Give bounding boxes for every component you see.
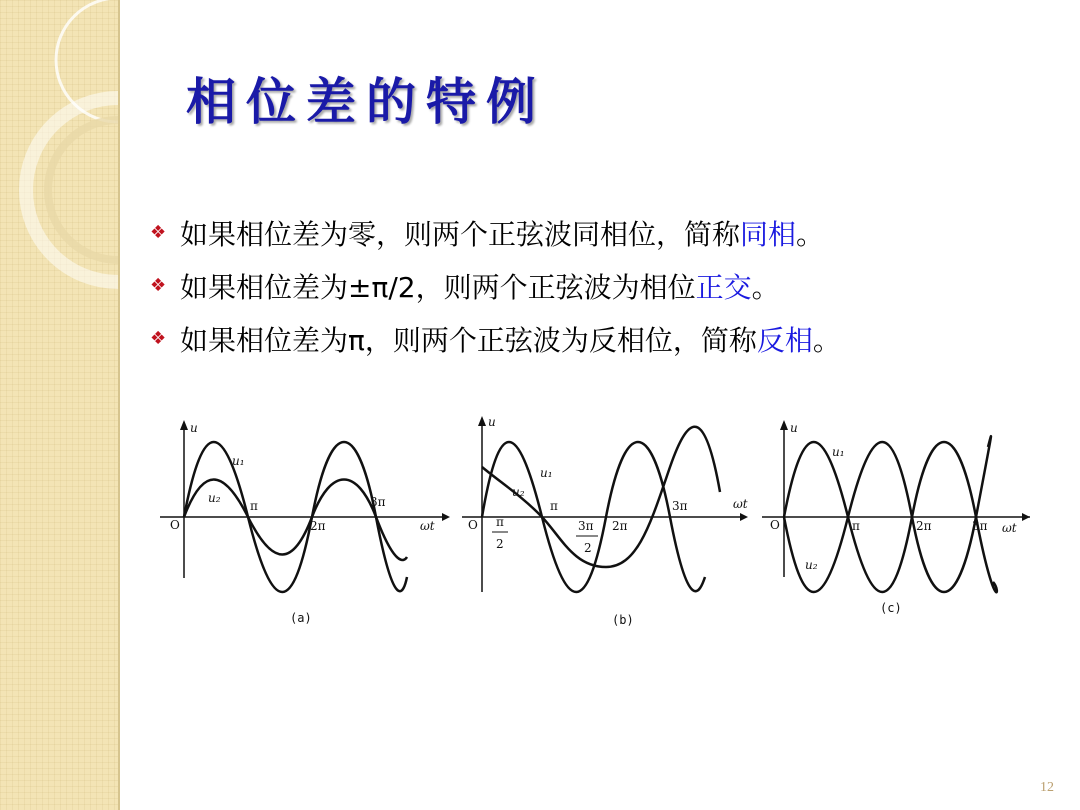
diamond-bullet-icon: ❖: [150, 275, 167, 296]
y-axis-arrow-icon: [180, 420, 188, 430]
diamond-bullet-icon: ❖: [150, 222, 167, 243]
phase-diagrams: [150, 412, 1040, 634]
bullet-anti-phase: [150, 312, 841, 365]
page-number: 12: [1040, 780, 1054, 795]
ring-2: [26, 98, 118, 282]
figure-c: [762, 420, 1030, 615]
bullet-text: 如果相位差为零，则两个正弦波同相位，简称: [180, 217, 741, 251]
bullet-highlight: 同相: [740, 217, 797, 251]
u1-label: u₁: [232, 454, 245, 468]
pi-half-denominator: 2: [496, 537, 504, 551]
caption-b: (b): [612, 613, 634, 627]
two-pi-tick: 2π: [310, 519, 326, 533]
origin-label: O: [468, 518, 478, 532]
three-pi-tick: 3π: [972, 519, 988, 533]
caption-a: (a): [290, 611, 312, 625]
bullet-text: 如果相位差为±π/2，则两个正弦波为相位: [180, 270, 696, 304]
u1-label: u₁: [832, 445, 845, 459]
origin-label: O: [170, 518, 180, 532]
bullet-highlight: 正交: [695, 270, 752, 304]
u1-label: u₁: [540, 466, 553, 480]
x-label: ωt: [1002, 521, 1017, 535]
three-pi-tick: 3π: [672, 499, 688, 513]
ring-3: [48, 120, 118, 260]
bullet-suffix: 。: [751, 270, 780, 304]
bullet-suffix: 。: [812, 323, 841, 357]
pi-tick: π: [250, 499, 258, 513]
y-axis-arrow-icon: [780, 420, 788, 430]
bullet-quadrature: [150, 259, 841, 312]
bullet-list: [150, 206, 841, 365]
caption-c: (c): [880, 601, 902, 615]
x-axis-arrow-icon: [740, 513, 748, 521]
y-label: u: [190, 421, 198, 435]
figure-b: [462, 415, 748, 627]
pi-tick: π: [550, 499, 558, 513]
pi-tick: π: [852, 519, 860, 533]
origin-label: O: [770, 518, 780, 532]
two-pi-tick: 2π: [916, 519, 932, 533]
u2-label: u₂: [208, 491, 221, 505]
slide-title: 相位差的特例: [186, 72, 546, 131]
pi-half-numerator: π: [496, 515, 504, 529]
bullet-suffix: 。: [796, 217, 825, 251]
bullet-in-phase: [150, 206, 841, 259]
x-axis-arrow-icon: [442, 513, 450, 521]
bullet-text: 如果相位差为π，则两个正弦波为反相位，简称: [180, 323, 757, 357]
x-axis-arrow-icon: [1022, 513, 1030, 521]
bullet-highlight: 反相: [756, 323, 813, 357]
y-axis-arrow-icon: [478, 416, 486, 426]
two-pi-tick: 2π: [612, 519, 628, 533]
decorative-sidebar: [0, 0, 120, 810]
x-label: ωt: [420, 519, 435, 533]
three-pi-tick: 3π: [370, 495, 386, 509]
u2-label: u₂: [805, 558, 818, 572]
y-label: u: [488, 415, 496, 429]
y-label: u: [790, 421, 798, 435]
figure-a: [160, 420, 450, 625]
three-pi-half-numerator: 3π: [578, 519, 594, 533]
sidebar-rings: [0, 0, 118, 810]
diamond-bullet-icon: ❖: [150, 328, 167, 349]
u2-label: u₂: [512, 485, 525, 499]
three-pi-half-denominator: 2: [584, 541, 592, 555]
x-label: ωt: [733, 497, 748, 511]
